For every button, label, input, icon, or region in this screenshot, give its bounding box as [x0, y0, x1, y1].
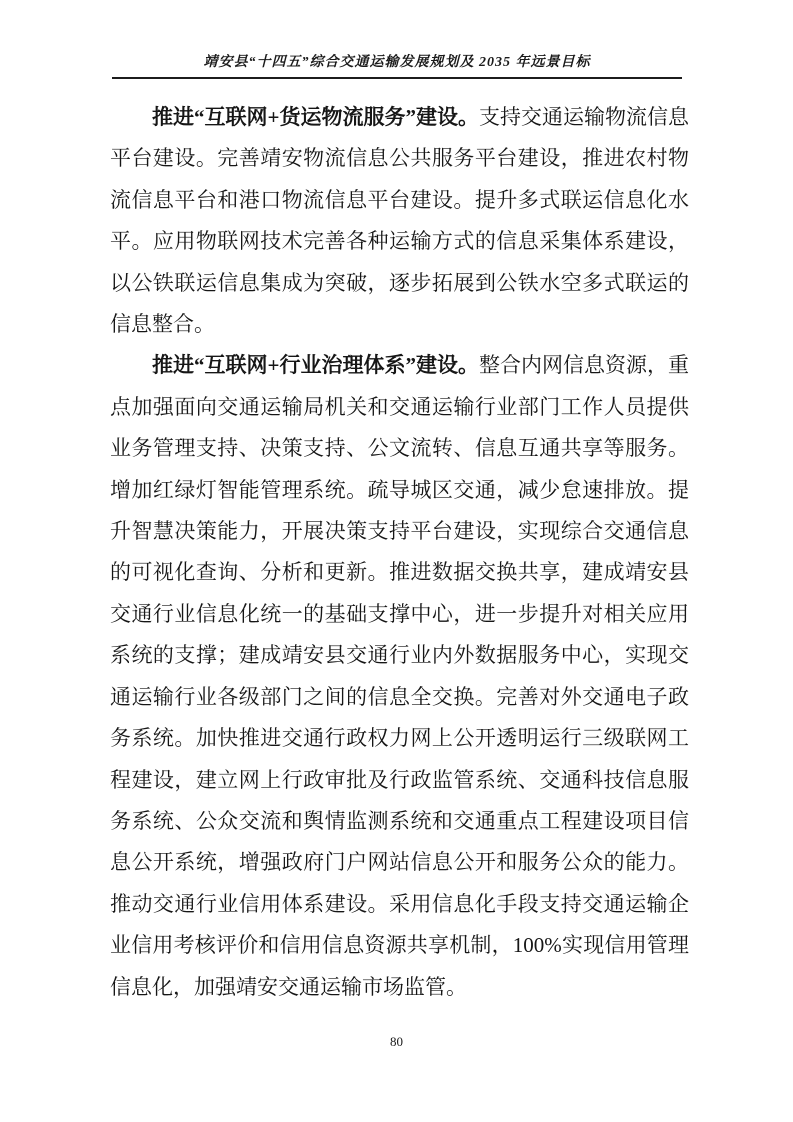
paragraph-text: 整合内网信息资源，重点加强面向交通运输局机关和交通运输行业部门工作人员提供业务管理支持、决策支持、公文流转、信息互通共享等服务。增加红绿灯智能管理系统。疏导城区交通，减少怠速排放。提升智慧决策能力，开展决策支持平台建设，实现综合交通信息的可视化查询、分析和更新。推进数据交换共享，建成靖安县交通行业信息化统一的基础支撑中心，进一步提升对相关应用系统的支撑；建成靖安县交通行业内外数据服务中心，实现交通运输行业各级部门之间的信息全交换。完善对外交通电子政务系统。加快推进交通行政权力网上公开透明运行三级联网工程建设，建立网上行政审批及行政监管系统、交通科技信息服务系统、公众交流和舆情监测系统和交通重点工程建设项目信息公开系统，增强政府门户网站信息公开和服务公众的能力。推动交通行业信用体系建设。采用信息化手段支持交通运输企业信用考核评价和信用信息资源共享机制，100%实现信用管理信息化，加强靖安交通运输市场监管。: [110, 353, 690, 999]
paragraph-lead: 推进“互联网+行业治理体系”建设。: [152, 353, 479, 378]
paragraph: [110, 345, 689, 1008]
header-rule: [112, 77, 682, 79]
page-number: 80: [390, 1034, 403, 1049]
paragraph: [110, 97, 689, 345]
paragraph-lead: 推进“互联网+货运物流服务”建设。: [152, 105, 479, 129]
document-body: [110, 97, 689, 1008]
paragraph-text: 支持交通运输物流信息平台建设。完善靖安物流信息公共服务平台建设，推进农村物流信息平台和港口物流信息平台建设。提升多式联运信息化水平。应用物联网技术完善各种运输方式的信息采集体系建设，以公铁联运信息集成为突破，逐步拓展到公铁水空多式联运的信息整合。: [110, 105, 690, 337]
header-title: 靖安县“十四五”综合交通运输发展规划及 2035 年远景目标: [203, 55, 591, 70]
